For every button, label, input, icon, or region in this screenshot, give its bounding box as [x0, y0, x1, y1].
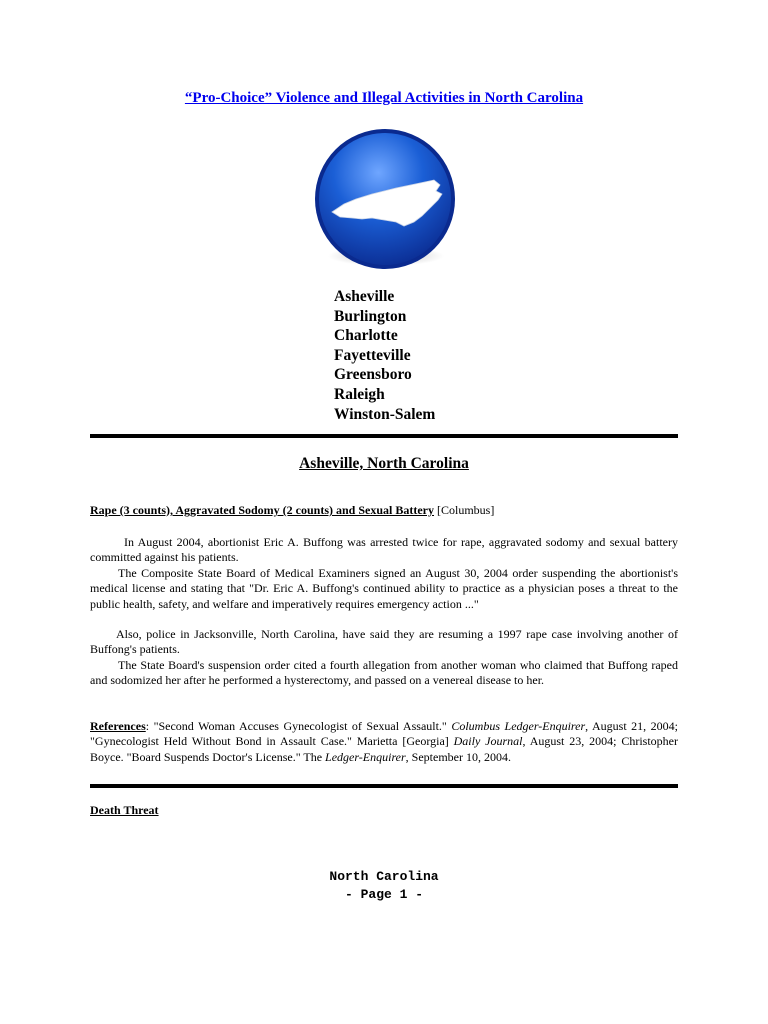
page-footer — [0, 868, 768, 904]
reference-text: , August 21, 2004; "Gynecologist Held Without Bond in Assault Case." Marietta [Georgia] — [90, 719, 679, 749]
paragraph — [90, 535, 678, 566]
city-link-charlotte[interactable]: Charlotte — [334, 327, 398, 345]
section-divider — [90, 784, 678, 788]
city-link-fayetteville[interactable]: Fayetteville — [334, 346, 411, 364]
section-divider — [90, 434, 678, 438]
reference-publication: Ledger-Enquirer — [325, 749, 406, 764]
paragraph-text: Also, police in Jacksonville, North Carolina, have said they are resuming a 1997 rape case involving another of Buffong's patients. — [90, 627, 678, 657]
paragraph-text: The State Board's suspension order cited a fourth allegation from another woman who claimed that Buffong raped and sodomized her after he performed a hysterectomy, and passed on a venereal disease to her. — [90, 658, 678, 688]
paragraph — [90, 627, 678, 658]
reference-text: : "Second Woman Accuses Gynecologist of Sexual Assault." — [145, 719, 452, 733]
city-link-greensboro[interactable]: Greensboro — [334, 366, 412, 384]
incident-source: [Columbus] — [434, 503, 495, 517]
next-incident-heading: Death Threat — [90, 803, 159, 817]
city-link-burlington[interactable]: Burlington — [334, 307, 407, 325]
references — [90, 719, 678, 765]
paragraph — [90, 566, 678, 612]
paragraph-text: The Composite State Board of Medical Examiners signed an August 30, 2004 order suspending the abortionist's medical license and stating that "Dr. Eric A. Buffong's continued ability to practice as a physician poses a threat to the public health, safety, and welfare and imperatively requires emergency action ..." — [90, 566, 678, 611]
incident-title: Rape (3 counts), Aggravated Sodomy (2 counts) and Sexual Battery — [90, 503, 435, 517]
paragraph-text: In August 2004, abortionist Eric A. Buffong was arrested twice for rape, aggravated sodomy and sexual battery committed against his patients. — [90, 535, 678, 565]
reference-text: , September 10, 2004. — [405, 749, 511, 764]
city-link-raleigh[interactable]: Raleigh — [334, 385, 385, 403]
document-title[interactable]: “Pro-Choice” Violence and Illegal Activities in North Carolina — [184, 90, 584, 106]
paragraph — [90, 658, 678, 689]
city-link-winston-salem[interactable]: Winston-Salem — [334, 405, 436, 423]
section-heading: Asheville, North Carolina — [299, 455, 469, 472]
references-label: References — [90, 719, 146, 733]
north-carolina-seal-icon — [310, 128, 460, 273]
reference-text: , August 23, 2004; Christopher Boyce. "Board Suspends Doctor's License." The — [90, 734, 678, 764]
page-number: - Page 1 - — [344, 887, 423, 902]
city-link-asheville[interactable]: Asheville — [334, 288, 395, 305]
reference-publication: Columbus Ledger-Enquirer — [451, 719, 586, 733]
incident-subheading — [90, 503, 494, 518]
reference-publication: Daily Journal — [453, 734, 523, 749]
footer-state: North Carolina — [329, 869, 439, 884]
city-index — [334, 287, 435, 424]
